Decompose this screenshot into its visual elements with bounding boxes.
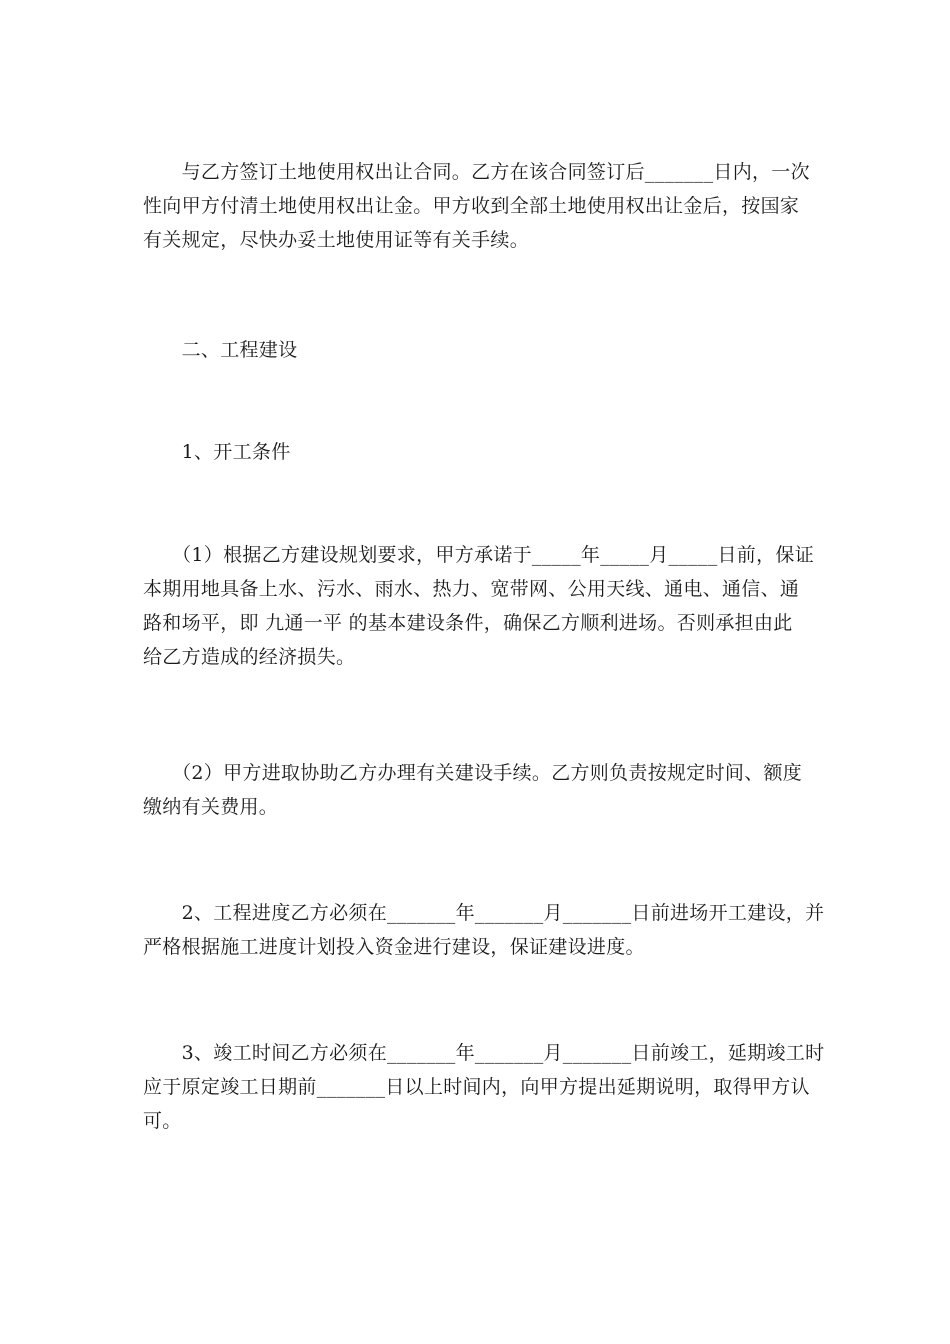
- subheading-text: 1、开工条件: [143, 441, 291, 463]
- paragraph-item-2-progress: [143, 896, 825, 964]
- section-heading-engineering: [143, 333, 813, 367]
- text-line: 严格根据施工进度计划投入资金进行建设，保证建设进度。: [143, 936, 645, 958]
- text-line: 2、工程进度乙方必须在_______年_______月_______日前进场开工建设，并: [143, 902, 825, 924]
- text-line: （1）根据乙方建设规划要求，甲方承诺于_____年_____月_____日前，保证: [143, 544, 814, 566]
- text-line: 可。: [143, 1110, 182, 1132]
- text-line: 缴纳有关费用。: [143, 796, 279, 818]
- text-line: 路和场平，即 九通一平 的基本建设条件，确保乙方顺利进场。否则承担由此: [143, 612, 793, 634]
- heading-text: 二、工程建设: [143, 339, 298, 361]
- text-line: 给乙方造成的经济损失。: [143, 646, 356, 668]
- paragraph-item-1-2: [143, 756, 813, 824]
- text-line: 与乙方签订土地使用权出让合同。乙方在该合同签订后_______日内，一次: [143, 161, 810, 183]
- text-line: 应于原定竣工日期前_______日以上时间内，向甲方提出延期说明，取得甲方认: [143, 1076, 810, 1098]
- paragraph-item-1-1: [143, 538, 813, 674]
- text-line: 3、竣工时间乙方必须在_______年_______月_______日前竣工，延期竣工时: [143, 1042, 825, 1064]
- text-line: （2）甲方进取协助乙方办理有关建设手续。乙方则负责按规定时间、额度: [143, 762, 803, 784]
- text-line: 本期用地具备上水、污水、雨水、热力、宽带网、公用天线、通电、通信、通: [143, 578, 800, 600]
- paragraph-land-transfer: [143, 155, 813, 257]
- paragraph-item-3-completion: [143, 1036, 825, 1138]
- text-line: 性向甲方付清土地使用权出让金。甲方收到全部土地使用权出让金后，按国家: [143, 195, 800, 217]
- text-line: 有关规定，尽快办妥土地使用证等有关手续。: [143, 229, 530, 251]
- subheading-start-conditions: [143, 435, 813, 469]
